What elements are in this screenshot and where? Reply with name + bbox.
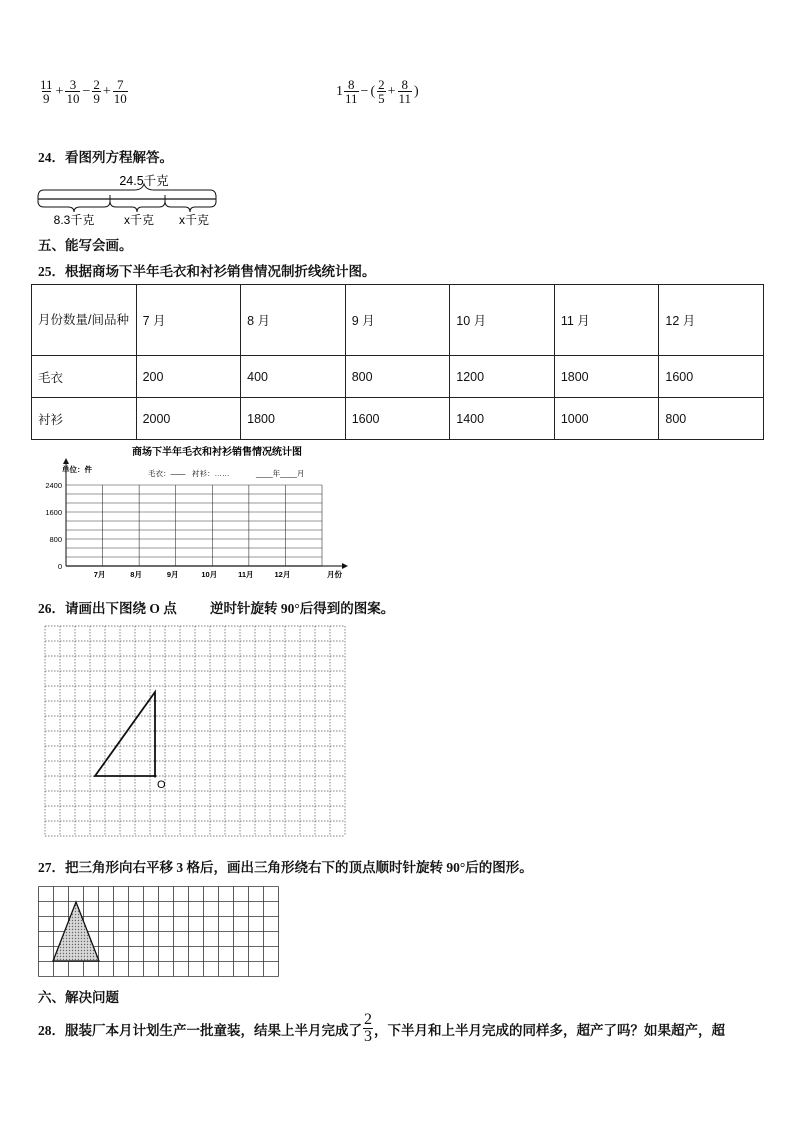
rotation-grid[interactable] <box>43 624 347 840</box>
section-6-heading: 六、解决问题 <box>38 990 119 1005</box>
month-header: 12 月 <box>659 285 764 356</box>
expr1-operator: + <box>55 83 64 99</box>
expr2-minus: − <box>360 83 369 99</box>
expr2-whole: 1 <box>336 83 343 99</box>
brace-diagram <box>34 170 224 232</box>
month-header: 7 月 <box>136 285 241 356</box>
chart-legend-shirt: 衬衫：…… <box>192 469 230 478</box>
question-27: 27．把三角形向右平移 3 格后，画出三角形绕右下的顶点顺时针旋转 90°后的图形。 <box>38 860 533 875</box>
month-header: 10 月 <box>450 285 555 356</box>
question-28-text-a: 28．服装厂本月计划生产一批童装，结果上半月完成了 <box>38 1022 362 1038</box>
table-cell: 1600 <box>345 398 450 440</box>
question-24: 24．看图列方程解答。 <box>38 150 173 165</box>
table-row <box>32 398 764 440</box>
table-cell: 1400 <box>450 398 555 440</box>
bottom-brace-3 <box>165 201 216 212</box>
x-tick-label: 12月 <box>274 570 291 579</box>
translation-grid[interactable] <box>38 886 281 978</box>
expr1-operator: + <box>102 83 111 99</box>
chart-unit: 单位：件 <box>62 465 92 474</box>
segment-1-label: 8.3千克 <box>53 213 95 227</box>
row-label: 衬衫 <box>32 398 137 440</box>
x-tick-label: 11月 <box>238 570 254 579</box>
x-tick-label: 9月 <box>166 570 179 579</box>
expr1-fraction: $\frac{7}{10}$ <box>113 77 127 106</box>
q28-fraction: $\frac{2}{3}$ <box>364 1011 372 1045</box>
expression-1 <box>38 78 129 105</box>
question-26-a: 26．请画出下图绕 O 点 <box>38 601 177 616</box>
expr1-operator: − <box>82 83 91 99</box>
table-cell: 200 <box>136 356 241 398</box>
y-tick-label: 0 <box>57 562 62 571</box>
table-cell: 800 <box>659 398 764 440</box>
table-cell: 1200 <box>450 356 555 398</box>
expr1-fraction: $\frac{2}{9}$ <box>93 77 100 106</box>
table-cell: 2000 <box>136 398 241 440</box>
question-28-text-b: ，下半月和上半月完成的同样多，超产了吗？如果超产，超 <box>374 1022 725 1038</box>
point-o-marker <box>154 775 157 778</box>
bottom-brace-1 <box>38 201 110 212</box>
bottom-brace-2 <box>110 201 165 212</box>
expr2-fraction-2: $\frac{2}{5}$ <box>378 77 385 106</box>
month-header: 9 月 <box>345 285 450 356</box>
expr2-plus: + <box>387 83 396 99</box>
row-label: 毛衣 <box>32 356 137 398</box>
line-chart-blank[interactable] <box>34 444 354 584</box>
question-25: 25．根据商场下半年毛衣和衬衫销售情况制折线统计图。 <box>38 264 376 279</box>
table-cell: 1800 <box>554 356 659 398</box>
expr1-fraction: $\frac{11}{9}$ <box>40 77 53 106</box>
chart-title: 商场下半年毛衣和衬衫销售情况统计图 <box>132 447 302 458</box>
right-triangle <box>95 692 155 776</box>
table-cell: 400 <box>241 356 346 398</box>
y-tick-label: 2400 <box>45 481 62 490</box>
chart-date-blank: ____年____月 <box>256 469 305 478</box>
expr2-rparen: ) <box>414 83 419 99</box>
x-tick-label: 8月 <box>130 570 142 579</box>
table-cell: 800 <box>345 356 450 398</box>
dashed-grid <box>45 626 345 836</box>
month-header: 8 月 <box>241 285 346 356</box>
table-cell: 1000 <box>554 398 659 440</box>
table-cell: 1800 <box>241 398 346 440</box>
table-corner-cell: 月份数量/间品种 <box>32 285 137 356</box>
segment-3-label: x千克 <box>178 213 210 227</box>
y-tick-label: 800 <box>49 535 62 544</box>
expression-2 <box>336 78 420 105</box>
expr2-fraction-1: $\frac{8}{11}$ <box>345 77 358 106</box>
question-28 <box>38 1012 725 1045</box>
table-cell: 1600 <box>659 356 764 398</box>
month-header: 11 月 <box>554 285 659 356</box>
x-tick-label: 7月 <box>93 570 106 579</box>
table-row <box>32 356 764 398</box>
y-tick-label: 1600 <box>45 508 62 517</box>
point-o-label: O <box>157 779 166 791</box>
x-axis-label: 月份 <box>327 570 342 579</box>
expr2-lparen: ( <box>370 83 376 99</box>
question-26-b: 逆时针旋转 90°后得到的图案。 <box>210 601 395 616</box>
chart-legend-sweater: 毛衣：—— <box>148 469 186 478</box>
expr2-fraction-3: $\frac{8}{11}$ <box>398 77 412 106</box>
expr1-fraction: $\frac{3}{10}$ <box>66 77 80 106</box>
section-5-heading: 五、能写会画。 <box>38 238 133 253</box>
table-header-row <box>32 285 764 356</box>
sales-table <box>31 284 764 440</box>
segment-2-label: x千克 <box>123 213 155 227</box>
diagram-total-label: 24.5千克 <box>119 174 169 188</box>
x-tick-label: 10月 <box>201 570 218 579</box>
